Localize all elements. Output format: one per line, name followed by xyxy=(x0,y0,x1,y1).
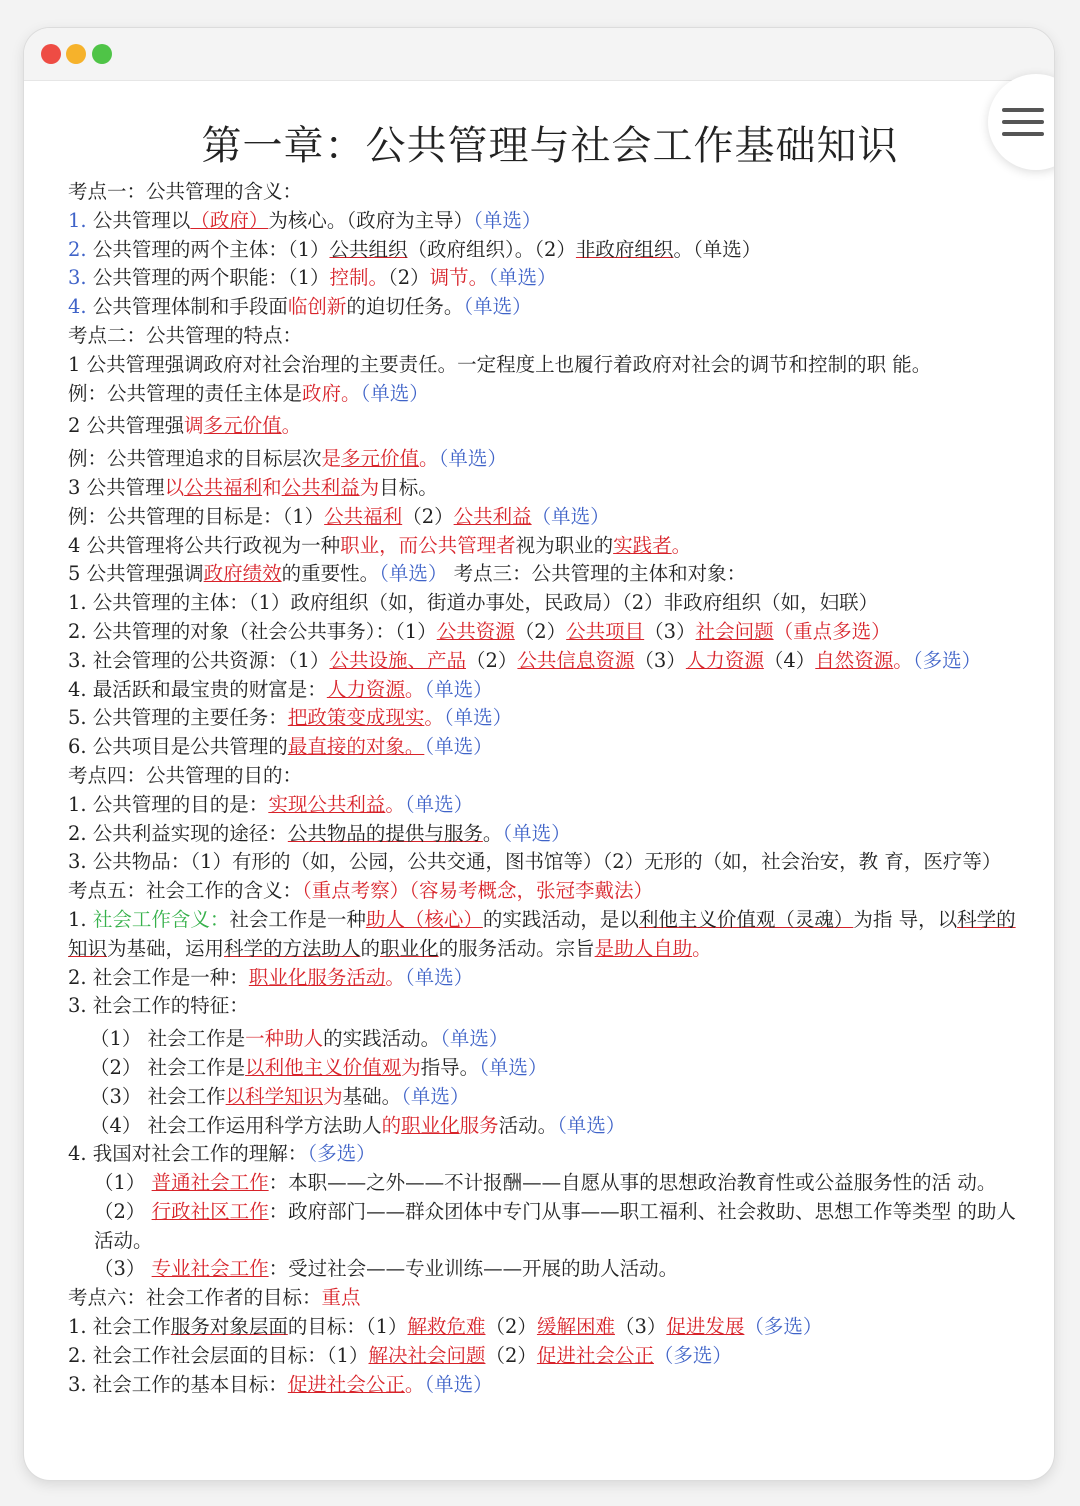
note-text: 。 xyxy=(424,706,444,730)
note-line xyxy=(68,178,1032,207)
note-text: （政府） xyxy=(190,208,269,232)
note-text: 考点二：公共管理的特点： xyxy=(68,323,303,347)
note-text: 解决社会问题 xyxy=(368,1343,486,1367)
note-text: 的实践活动，是以 xyxy=(482,907,639,931)
note-text: 基础。 xyxy=(342,1084,402,1108)
note-line xyxy=(68,589,1032,618)
note-text: 社会工作含义： xyxy=(92,907,230,931)
note-text: 最直接的对象。 xyxy=(287,735,425,759)
note-text: （单选） xyxy=(479,1055,548,1079)
note-text: （2） xyxy=(485,1315,537,1339)
note-text: 政府。 xyxy=(302,381,361,405)
note-text: 自然资源 xyxy=(815,648,894,672)
note-text: 非政府组织 xyxy=(575,237,674,261)
note-text: 公共利益 xyxy=(281,475,360,499)
note-text: 。 xyxy=(385,792,405,816)
note-text: 1 公共管理强调政府对社会治理的主要责任。一定程度上也履行着政府对社会的调节和控制的职 能。 xyxy=(68,352,932,376)
note-text: （单选） xyxy=(531,504,610,528)
note-text: 目标。 xyxy=(379,475,438,499)
note-text: 公共利益 xyxy=(453,504,532,528)
note-line xyxy=(68,848,1032,877)
note-text: 2. 公共利益实现的途径： xyxy=(68,821,288,845)
note-text: （4） xyxy=(763,648,816,672)
note-text: （政府组织）。（2） xyxy=(407,237,576,261)
note-text: 多元价值 xyxy=(341,447,420,471)
note-line xyxy=(68,906,1032,964)
note-text: 实现公共利益 xyxy=(268,792,386,816)
note-line xyxy=(68,236,1032,265)
note-line xyxy=(68,474,1032,503)
note-text: （重点多选） xyxy=(773,619,891,643)
note-line xyxy=(68,1083,1032,1112)
note-text: 公共信息资源 xyxy=(517,648,635,672)
note-line xyxy=(68,820,1032,849)
note-text: （单选） xyxy=(463,295,532,319)
note-text: （4） 社会工作运用科学方法助人 xyxy=(90,1113,382,1137)
note-text: 以 xyxy=(164,475,185,499)
note-line xyxy=(68,964,1032,993)
note-text: ：政府部门——群众团体中专门从事——职工福利、社会救助、思想工作等类型 的助人活动。 xyxy=(94,1199,1016,1252)
note-text: 1. 公共管理的主体：（1）政府组织（如，街道办事处，民政局）（2）非政府组织（如，妇联） xyxy=(68,591,879,615)
note-line xyxy=(68,762,1032,791)
note-text: 例：公共管理的责任主体是 xyxy=(68,381,303,405)
note-line xyxy=(68,1140,1032,1169)
note-line xyxy=(68,1198,1032,1256)
note-text: 。 xyxy=(482,821,503,845)
note-text: （单选） xyxy=(438,447,507,471)
note-text: （2） xyxy=(465,648,518,672)
note-text: 。（单选） xyxy=(673,237,762,261)
maximize-window-button[interactable] xyxy=(92,44,112,64)
note-text: 3. 社会工作的基本目标： xyxy=(68,1372,288,1396)
note-text: （单选） xyxy=(488,266,557,290)
note-text: 公共设施、产品 xyxy=(329,648,466,672)
note-text: （2） xyxy=(485,1343,537,1367)
note-text: 。 xyxy=(692,936,712,960)
note-text: （多选） xyxy=(307,1142,376,1166)
note-line xyxy=(68,207,1032,236)
minimize-window-button[interactable] xyxy=(66,44,86,64)
note-text: 为 xyxy=(323,1084,343,1108)
note-text: 指导。 xyxy=(420,1055,480,1079)
note-text: ：本职——之外——不计报酬——自愿从事的思想政治教育性或公益服务性的活 动。 xyxy=(268,1171,997,1195)
note-text: 人力资源 xyxy=(326,677,405,701)
close-window-button[interactable] xyxy=(41,44,61,64)
note-line xyxy=(68,503,1032,532)
note-text: 3. xyxy=(68,266,93,290)
note-text: 助人（核心） xyxy=(365,907,483,931)
note-text: 公共管理体制和手段面 xyxy=(92,295,288,319)
note-text: 是 xyxy=(321,447,342,471)
note-text: 促进社会公正 xyxy=(536,1343,654,1367)
note-text: （3） 社会工作 xyxy=(90,1084,226,1108)
note-text: （单选） xyxy=(502,821,571,845)
note-text: 。 xyxy=(893,648,913,672)
note-text: （单选） xyxy=(360,381,429,405)
note-text: （3） xyxy=(644,619,696,643)
note-text: 1. xyxy=(68,907,93,931)
note-text: 为指 导，以 xyxy=(853,907,958,931)
note-text: 的迫切任务。 xyxy=(346,295,464,319)
note-text: 科学的知识 xyxy=(68,907,1016,960)
note-text: （重点考察）（容易考概念，张冠李戴法） xyxy=(302,879,654,903)
note-text: 。 xyxy=(404,1372,425,1396)
note-text: 行政社区工作 xyxy=(151,1199,269,1223)
note-text: 。 xyxy=(671,533,692,557)
note-text: 职业化服务活动 xyxy=(248,965,386,989)
note-text: 服务对象层面 xyxy=(170,1315,288,1339)
note-text: 考点四：公共管理的目的： xyxy=(68,763,303,787)
note-text: 利他主义价值观（灵魂） xyxy=(638,907,854,931)
note-line xyxy=(68,992,1032,1021)
note-text: （单选） xyxy=(404,965,474,989)
note-line xyxy=(68,1255,1032,1284)
note-text: 控制。 xyxy=(329,266,388,290)
note-text: （2） 社会工作是 xyxy=(90,1055,246,1079)
note-text: 3. 社会管理的公共资源：（1） xyxy=(68,648,330,672)
note-text: （1） xyxy=(94,1171,152,1195)
page-title: 第一章：公共管理与社会工作基础知识 xyxy=(201,123,899,169)
note-text: 公共组织 xyxy=(329,237,408,261)
note-text: 公共项目 xyxy=(566,619,645,643)
note-text: 的 xyxy=(381,1113,402,1137)
note-text: 4 公共管理将公共行政视为一种 xyxy=(68,533,341,557)
note-text: 是助人自助 xyxy=(594,936,693,960)
note-text: （多选） xyxy=(744,1315,823,1339)
note-text: 多元价值 xyxy=(203,414,282,438)
note-text: 2. 社会工作是一种： xyxy=(68,965,249,989)
note-text: 为核心。（政府为主导） xyxy=(268,208,474,232)
note-text: 2 公共管理强 xyxy=(68,414,185,438)
note-text: 以利他主义价值观 xyxy=(245,1055,402,1079)
note-text: 调 xyxy=(184,414,204,438)
note-line xyxy=(68,1054,1032,1083)
note-text: （单选） xyxy=(401,1084,470,1108)
note-text: （2） xyxy=(402,504,454,528)
note-line xyxy=(68,351,1032,380)
note-text: 3 公共管理 xyxy=(68,475,165,499)
note-line xyxy=(68,1313,1032,1342)
note-text: （单选） xyxy=(424,677,493,701)
note-text: 考点五：社会工作的含义： xyxy=(68,879,303,903)
note-text: 为基础，运用 xyxy=(107,936,225,960)
note-text: （单选） xyxy=(557,1113,626,1137)
note-line xyxy=(68,733,1032,762)
note-line xyxy=(68,618,1032,647)
note-line xyxy=(68,877,1032,906)
note-text: （3） xyxy=(634,648,686,672)
note-text: 的重要性。 xyxy=(281,562,380,586)
note-text: 5 公共管理强调 xyxy=(68,562,204,586)
note-text: 4. 最活跃和最宝贵的财富是： xyxy=(68,677,327,701)
note-line xyxy=(68,264,1032,293)
note-text: 服务 xyxy=(459,1113,499,1137)
note-text: 临创新 xyxy=(287,295,347,319)
note-text: 专业社会工作 xyxy=(151,1257,269,1281)
note-text: （1） 社会工作是 xyxy=(90,1027,246,1051)
note-text: 以科学知识 xyxy=(225,1084,324,1108)
note-line xyxy=(68,1371,1032,1400)
note-line xyxy=(68,1112,1032,1141)
note-text: 社会问题 xyxy=(695,619,774,643)
note-line xyxy=(68,791,1032,820)
note-line xyxy=(68,704,1032,733)
note-text: （单选） xyxy=(443,706,513,730)
note-text: 促进社会公正 xyxy=(287,1372,405,1396)
note-text: （多选） xyxy=(653,1343,732,1367)
note-text: 1. 公共管理的目的是： xyxy=(68,792,269,816)
note-text: 2. 社会工作社会层面的目标：（1） xyxy=(68,1343,369,1367)
note-line xyxy=(68,293,1032,322)
note-text: 公共管理以 xyxy=(92,208,191,232)
note-text: 职业化 xyxy=(401,1113,460,1137)
note-line xyxy=(68,412,1032,441)
note-text: 4. 我国对社会工作的理解： xyxy=(68,1142,308,1166)
note-text: 。 xyxy=(281,414,302,438)
note-text: 考点一：公共管理的含义： xyxy=(68,180,303,203)
note-text: 3. 公共物品：（1）有形的（如，公园，公共交通，图书馆等）（2）无形的（如，社会治安，教 育，医疗等） xyxy=(68,850,1002,874)
note-text: 3. 社会工作的特征： xyxy=(68,994,249,1018)
note-text: 缓解困难 xyxy=(536,1315,615,1339)
note-text: （多选） xyxy=(912,648,982,672)
note-line xyxy=(68,532,1032,561)
note-lines xyxy=(68,178,1032,1399)
note-text: 和 xyxy=(262,475,282,499)
note-text: 1. 社会工作 xyxy=(68,1315,171,1339)
note-text: 职业化 xyxy=(380,936,439,960)
note-text: 。 xyxy=(385,965,405,989)
note-text: 的 xyxy=(360,936,381,960)
note-text: 解救危难 xyxy=(407,1315,486,1339)
note-line xyxy=(68,380,1032,409)
note-text: （2） xyxy=(94,1199,152,1223)
note-text: 为 xyxy=(401,1055,421,1079)
note-text: （3） xyxy=(614,1315,667,1339)
note-text: （单选） xyxy=(379,562,448,586)
note-text: 调节。 xyxy=(429,266,489,290)
note-line xyxy=(68,445,1032,474)
note-text: 普通社会工作 xyxy=(151,1171,269,1195)
note-text: 科学的方法助人 xyxy=(224,936,361,960)
note-line xyxy=(68,1169,1032,1198)
note-text: 例：公共管理的目标是：（1） xyxy=(68,504,325,528)
note-text: 2. 公共管理的对象（社会公共事务）：（1） xyxy=(68,619,437,643)
window-titlebar xyxy=(24,28,1054,81)
note-text: 2. xyxy=(68,237,93,261)
note-text: 5. 公共管理的主要任务： xyxy=(68,706,288,730)
note-text: 重点 xyxy=(321,1286,361,1310)
note-line xyxy=(68,676,1032,705)
note-text: 公共管理的两个主体：（1） xyxy=(92,237,330,261)
note-text: 的服务活动。宗旨 xyxy=(438,936,595,960)
note-text: 促进发展 xyxy=(666,1315,745,1339)
note-text: （单选） xyxy=(424,1372,493,1396)
note-text: 职业，而公共管理者 xyxy=(340,533,516,557)
note-line xyxy=(68,1025,1032,1054)
note-text: 1. xyxy=(68,208,93,232)
note-text: 活动。 xyxy=(498,1113,558,1137)
note-text: 视为职业的 xyxy=(515,533,614,557)
note-text: 。 xyxy=(419,447,439,471)
note-text: 公共资源 xyxy=(436,619,515,643)
note-line xyxy=(68,560,1032,589)
note-text: （单选） xyxy=(424,735,493,759)
note-text: （3） xyxy=(94,1257,152,1281)
note-text: 6. 公共项目是公共管理的 xyxy=(68,735,288,759)
note-text: 为 xyxy=(359,475,380,499)
note-text: 人力资源 xyxy=(685,648,764,672)
note-text: 一种助人 xyxy=(245,1027,324,1051)
note-text: （单选） xyxy=(473,208,542,232)
note-line xyxy=(68,322,1032,351)
note-text: （2） xyxy=(514,619,567,643)
note-line xyxy=(68,647,1032,676)
note-text: 考点三：公共管理的主体和对象： xyxy=(447,562,747,586)
note-text: （2） xyxy=(388,266,430,290)
note-text: 把政策变成现实 xyxy=(287,706,425,730)
note-text: 公共物品的提供与服务 xyxy=(287,821,483,845)
note-line xyxy=(68,1342,1032,1371)
note-text: 公共福利 xyxy=(324,504,403,528)
note-text: 考点六：社会工作者的目标： xyxy=(68,1286,322,1310)
note-text: （单选） xyxy=(404,792,474,816)
note-text: 公共管理的两个职能：（1） xyxy=(92,266,330,290)
note-text: 公共福利 xyxy=(184,475,263,499)
note-text: 例：公共管理追求的目标层次 xyxy=(68,447,322,471)
note-text: 。 xyxy=(404,677,425,701)
note-text: 的实践活动。 xyxy=(323,1027,441,1051)
note-text: 的目标：（1） xyxy=(287,1315,408,1339)
note-text: 实践者 xyxy=(613,533,672,557)
document-body xyxy=(68,120,1032,1480)
note-text: （单选） xyxy=(440,1027,509,1051)
note-text: ：受过社会——专业训练——开展的助人活动。 xyxy=(268,1257,679,1281)
note-text: 4. xyxy=(68,295,93,319)
browser-window xyxy=(24,28,1054,1480)
note-text: 政府绩效 xyxy=(203,562,282,586)
note-line xyxy=(68,1284,1032,1313)
note-text: 社会工作是一种 xyxy=(229,907,366,931)
